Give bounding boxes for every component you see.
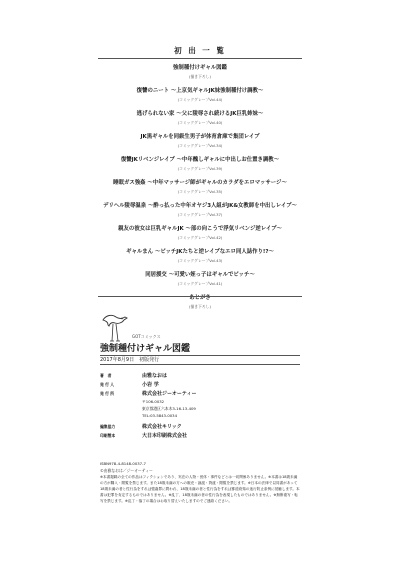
publication-date: 2017年8月9日 初版発行 (100, 357, 160, 363)
address-row (100, 399, 300, 406)
toc-entry-title: ギャルまん ～ビッチJKたちと逆レイプなエロ同人誌作り!?～ (126, 249, 274, 255)
credit-key: 印刷製本 (100, 433, 116, 438)
credit-key: 著 者 (100, 373, 112, 378)
toc-entry (60, 132, 340, 152)
toc-entry-source: (描き下ろし) (189, 304, 211, 309)
copyright: ©由雅なおは／ジーオーティー (100, 467, 153, 473)
toc-entry-source: (コミックグレープVol.42) (177, 235, 223, 240)
toc-entry-source: (コミックグレープVol.41) (177, 281, 223, 286)
toc-entry (60, 247, 340, 267)
toc-entry-title: JK黒ギャルを同級生男子が体育倉庫で集団レイプ (140, 134, 260, 140)
toc-entry (60, 109, 340, 129)
series-label: GOTコミックス (132, 334, 161, 339)
credit-value: 小岩 学 (142, 382, 159, 388)
toc-top-rule (98, 58, 302, 59)
book-title: 強制種付けギャル図鑑 (100, 344, 191, 354)
toc-entry (60, 86, 340, 106)
toc-entry-title: 同居援交 ～可愛い姪っ子はギャルでビッチ～ (145, 272, 255, 278)
street-address: 東京都港区六本木3-16-13-409 (142, 406, 196, 411)
credit-value: 大日本印刷株式会社 (142, 433, 188, 439)
credit-key: 発 行 所 (100, 391, 115, 396)
isbn: ISBN978-4-8148-0037-7 (100, 461, 146, 466)
toc-entry-title: 強制種付けギャル図鑑 (173, 65, 227, 71)
postal-code: 〒106-0032 (142, 399, 165, 404)
toc-entry-source: (コミックグレープVol.43) (177, 258, 223, 263)
toc-entry-source: (コミックグレープVol.37) (177, 212, 223, 217)
toc-list (60, 63, 340, 314)
toc-entry-source: (コミックグレープVol.40) (177, 120, 223, 125)
credit-value: 株式会社ジーオーティー (142, 391, 197, 397)
credit-row (100, 372, 300, 381)
toc-entry-title: あとがき (189, 295, 211, 301)
toc-entry-title: 復讐JKリベンジレイプ ～中年醜しギャルに中出しお仕置き調教～ (120, 157, 280, 163)
toc-entry-source: (コミックグレープVol.44) (177, 97, 223, 102)
address-row (100, 406, 300, 413)
toc-title: 初 出 一 覧 (174, 46, 226, 55)
toc-entry (60, 201, 340, 221)
credit-value: 株式会社キリック (142, 424, 182, 430)
toc-entry-title: 逃げられない家 ～父に陵辱され続けるJK巨乳姉妹～ (136, 111, 264, 117)
toc-entry (60, 224, 340, 244)
toc-entry (60, 155, 340, 175)
phone-number: TEL:03-5843-0034 (142, 413, 178, 418)
toc-entry-source: (描き下ろし) (189, 74, 211, 79)
credit-row (100, 390, 300, 399)
credit-row (100, 432, 300, 441)
toc-entry (60, 63, 340, 83)
toc-entry-title: 復讐のニート ～上京気ギャルJK妹強制種付け調教～ (136, 88, 264, 94)
credit-key: 編集協力 (100, 424, 116, 429)
date-rule (100, 364, 300, 365)
toc-entry (60, 270, 340, 290)
credit-key: 発 行 人 (100, 382, 115, 387)
toc-entry (60, 178, 340, 198)
address-row (100, 413, 300, 420)
toc-entry-title: 親友の彼女は巨乳ギャルJK ～部の向こうで浮気リベンジ逆レイプ～ (118, 226, 282, 232)
toc-entry-source: (コミックグレープVol.35) (177, 189, 223, 194)
toc-entry-source: (コミックグレープVol.34) (177, 143, 223, 148)
credit-row (100, 423, 300, 432)
isbn-block (100, 461, 153, 474)
bird-logo-icon (100, 311, 134, 343)
legal-notice: ※本書掲載の全ての作品はフィクションであり、実在の人物・団体・事件などとは一切関係ありません。※本書は18歳未満の方が購入・閲覧を禁じます。また18歳未満の方への販売・譲渡・貸渡・閲覧を禁じます。※日本の法律で以同書があって18歳未満の者と性行為をすれば強姦罪に問われ、18歳未満の者と性行為をすれば都道府県の迷行防止条例に抵触します。本書は犯罪を肯定するものではありません。※乱丁、18歳未満の者の性行為を表現したものではありません。※無断複写・転写を禁じます。※乱丁・落丁の場合はお取り替えいたしますのでご連絡ください。 (100, 475, 300, 503)
credits-block (100, 372, 300, 441)
toc-bottom-rule (98, 296, 302, 297)
toc-entry-source: (コミックグレープVol.39) (177, 166, 223, 171)
credit-value: 由雅なおは (142, 373, 168, 379)
credit-row (100, 381, 300, 390)
toc-entry-title: デリヘル陵辱温泉 ～酔っ払った中年オヤジ3人組がJK&女教師を中出しレイプ～ (103, 203, 297, 209)
toc-entry-title: 睡眠ガス強姦 ～中年マッサージ師がギャルのカラダをエロマッサージ～ (113, 180, 287, 186)
